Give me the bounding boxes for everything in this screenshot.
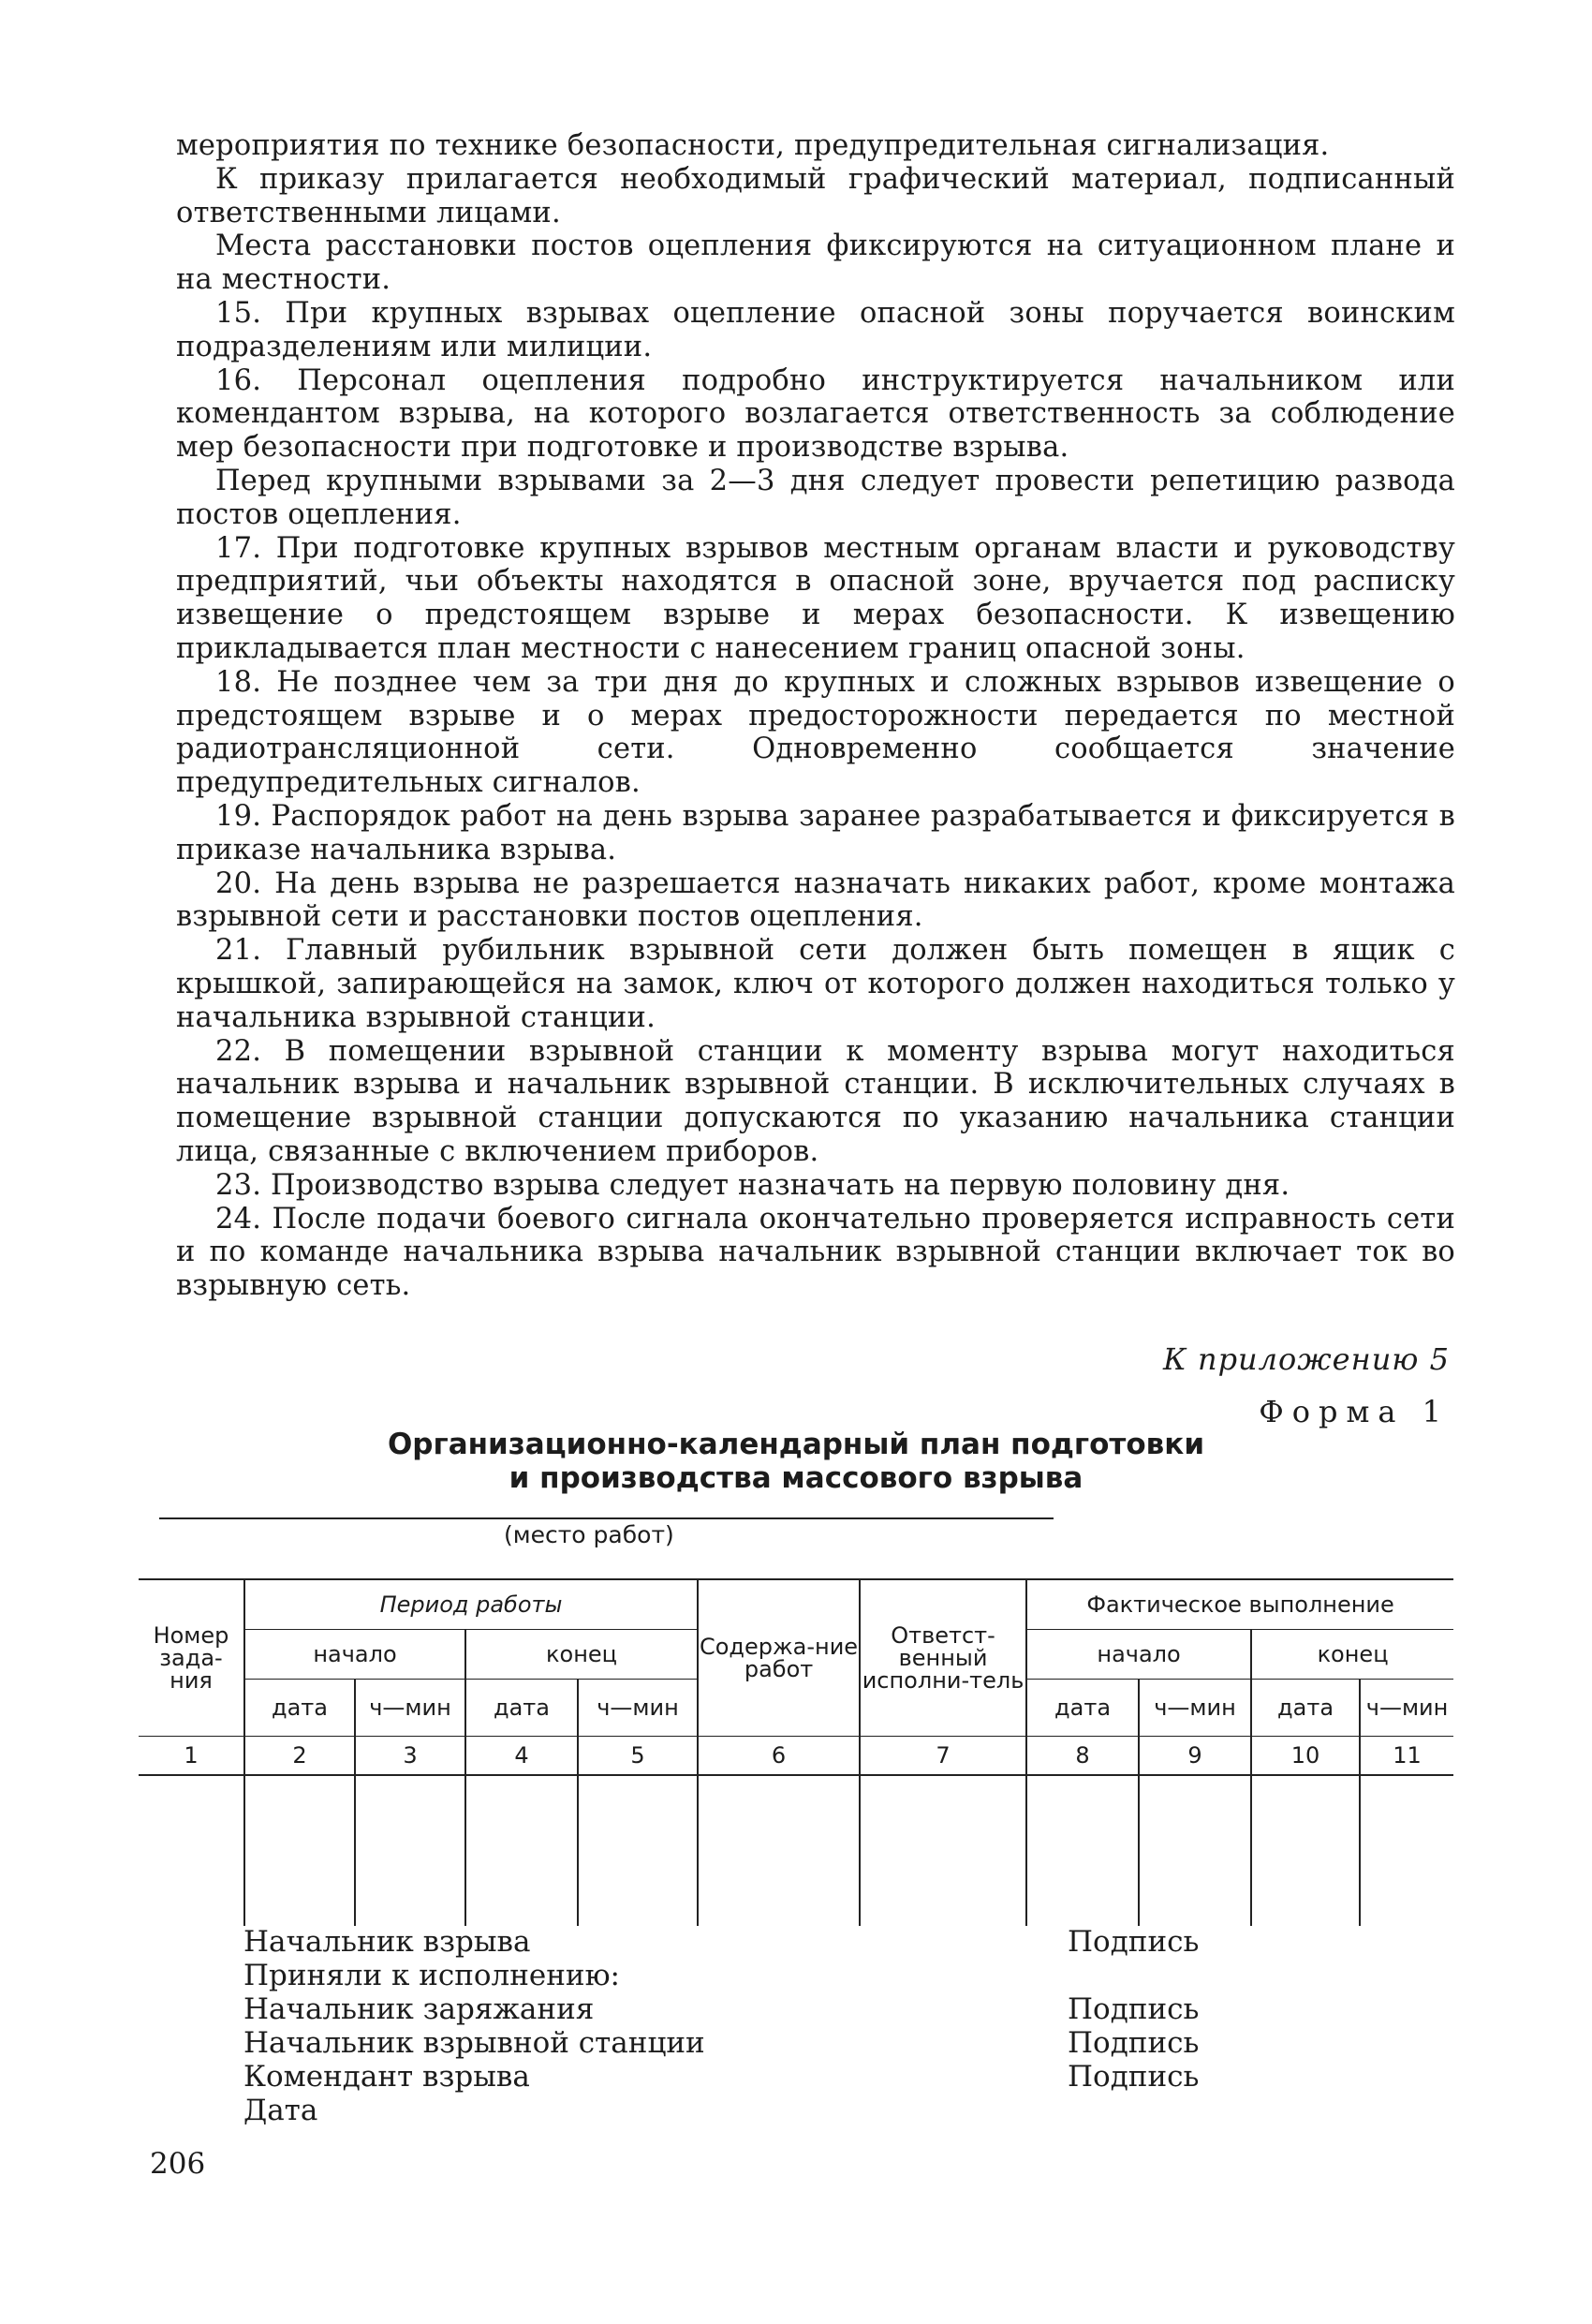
time-header: ч—мин	[1360, 1680, 1453, 1737]
responsible-header: Ответст-венный исполни-тель	[860, 1579, 1026, 1737]
signature-word: Подпись	[1068, 1925, 1200, 1959]
place-fill-line	[159, 1517, 1054, 1519]
paragraph: 23. Производство взрыва следует назначать на первую половину дня.	[215, 1168, 1290, 1202]
form-title-line: Организационно-календарный план подготовки	[387, 1428, 1205, 1461]
paragraph: 20. На день взрыва не разрешается назначать никаких работ, кроме монтажа взрывной сети и расстановки постов оцепления.	[176, 866, 1455, 934]
signature-row	[243, 2026, 1274, 2060]
empty-cell	[698, 1775, 860, 1926]
plan-table	[139, 1578, 1453, 1926]
signature-label: Начальник заряжания	[243, 1992, 595, 2026]
signature-label: Приняли к исполнению:	[243, 1959, 621, 1992]
empty-cell	[465, 1775, 578, 1926]
period-end-header: конец	[465, 1630, 698, 1680]
paragraph: 16. Персонал оцепления подробно инструктируется начальником или комендантом взрыва, на которого возлагается ответственность за соблюдение мер безопасности при подготовке и производстве взрыва.	[176, 363, 1455, 465]
paragraph: 21. Главный рубильник взрывной сети должен быть помещен в ящик с крышкой, запирающейся на замок, ключ от которого должен находиться только у начальника взрывной станции.	[176, 934, 1455, 1034]
empty-entry-row	[139, 1775, 1453, 1926]
signature-label: Начальник взрывной станции	[243, 2026, 705, 2060]
empty-cell	[1139, 1775, 1251, 1926]
column-number: 2	[244, 1737, 355, 1776]
date-header: дата	[465, 1680, 578, 1737]
paragraph: 18. Не позднее чем за три дня до крупных и сложных взрывов извещение о предстоящем взрыве и о мерах предосторожности передается по местной радиотрансляционной сети. Одновременно сообщается значение предупредительных сигналов.	[176, 665, 1455, 800]
signature-row	[243, 1992, 1274, 2026]
paragraph: 17. При подготовке крупных взрывов местным органам власти и руководству предприятий, чьи объекты находятся в опасной зоне, вручается под расписку извещение о предстоящем взрыве и мерах безопасности. К извещению прикладывается план местности с нанесением границ опасной зоны.	[176, 531, 1455, 665]
annex-reference: К приложению 5	[1163, 1341, 1450, 1377]
column-number: 6	[698, 1737, 860, 1776]
column-number: 1	[139, 1737, 244, 1776]
signature-label: Комендант взрыва	[243, 2060, 530, 2094]
work-content-header: Содержа-ние работ	[698, 1579, 860, 1737]
paragraph: мероприятия по технике безопасности, предупредительная сигнализация.	[176, 129, 1330, 162]
time-header: ч—мин	[355, 1680, 465, 1737]
signature-row	[243, 2094, 1274, 2127]
empty-cell	[578, 1775, 698, 1926]
paragraph: 19. Распорядок работ на день взрыва заранее разрабатывается и фиксируется в приказе начальника взрыва.	[176, 799, 1455, 866]
empty-cell	[244, 1775, 355, 1926]
empty-cell	[1360, 1775, 1453, 1926]
paragraph: К приказу прилагается необходимый графический материал, подписанный ответственными лицами.	[176, 162, 1455, 229]
header-row	[139, 1579, 1453, 1630]
time-header: ч—мин	[1139, 1680, 1251, 1737]
empty-cell	[860, 1775, 1026, 1926]
signature-row	[243, 1959, 1274, 1992]
column-number: 9	[1139, 1737, 1251, 1776]
actual-end-header: конец	[1251, 1630, 1453, 1680]
work-period-header: Период работы	[244, 1579, 698, 1630]
page-number: 206	[150, 2147, 206, 2181]
actual-execution-header: Фактическое выполнение	[1026, 1579, 1453, 1630]
date-header: дата	[1026, 1680, 1139, 1737]
paragraph: 15. При крупных взрывах оцепление опасной зоны поручается воинским подразделениям или милиции.	[176, 296, 1455, 363]
empty-cell	[355, 1775, 465, 1926]
time-header: ч—мин	[578, 1680, 698, 1737]
column-number: 4	[465, 1737, 578, 1776]
column-number: 3	[355, 1737, 465, 1776]
empty-cell	[1251, 1775, 1360, 1926]
empty-cell	[1026, 1775, 1139, 1926]
signature-block	[243, 1925, 1274, 2127]
signature-word: Подпись	[1068, 1992, 1200, 2026]
column-number: 7	[860, 1737, 1026, 1776]
period-start-header: начало	[244, 1630, 465, 1680]
signature-word: Подпись	[1068, 2026, 1200, 2060]
form-label: Форма 1	[1259, 1394, 1450, 1429]
column-number: 11	[1360, 1737, 1453, 1776]
signature-label: Дата	[243, 2094, 318, 2127]
date-header: дата	[244, 1680, 355, 1737]
column-number: 8	[1026, 1737, 1139, 1776]
empty-cell	[139, 1775, 244, 1926]
paragraph: Перед крупными взрывами за 2—3 дня следует провести репетицию развода постов оцепления.	[176, 464, 1455, 531]
place-caption: (место работ)	[504, 1521, 674, 1548]
paragraph: 22. В помещении взрывной станции к моменту взрыва могут находиться начальник взрыва и начальник взрывной станции. В исключительных случаях в помещение взрывной станции допускаются по указанию начальника станции лица, связанные с включением приборов.	[176, 1034, 1455, 1168]
date-header: дата	[1251, 1680, 1360, 1737]
column-number: 10	[1251, 1737, 1360, 1776]
signature-word: Подпись	[1068, 2060, 1200, 2094]
signature-row	[243, 2060, 1274, 2094]
signature-label: Начальник взрыва	[243, 1925, 531, 1959]
paragraph: Места расстановки постов оцепления фиксируются на ситуационном плане и на местности.	[176, 229, 1455, 297]
form-title	[0, 1428, 1592, 1495]
column-number-row	[139, 1737, 1453, 1776]
signature-row	[243, 1925, 1274, 1959]
column-number: 5	[578, 1737, 698, 1776]
paragraph: 24. После подачи боевого сигнала окончательно проверяется исправность сети и по команде начальника взрыва начальник взрывной станции включает ток во взрывную сеть.	[176, 1202, 1455, 1303]
task-number-header: Номер зада-ния	[139, 1579, 244, 1737]
body-text	[176, 129, 1455, 1303]
form-title-line: и производства массового взрыва	[509, 1461, 1083, 1495]
actual-start-header: начало	[1026, 1630, 1251, 1680]
